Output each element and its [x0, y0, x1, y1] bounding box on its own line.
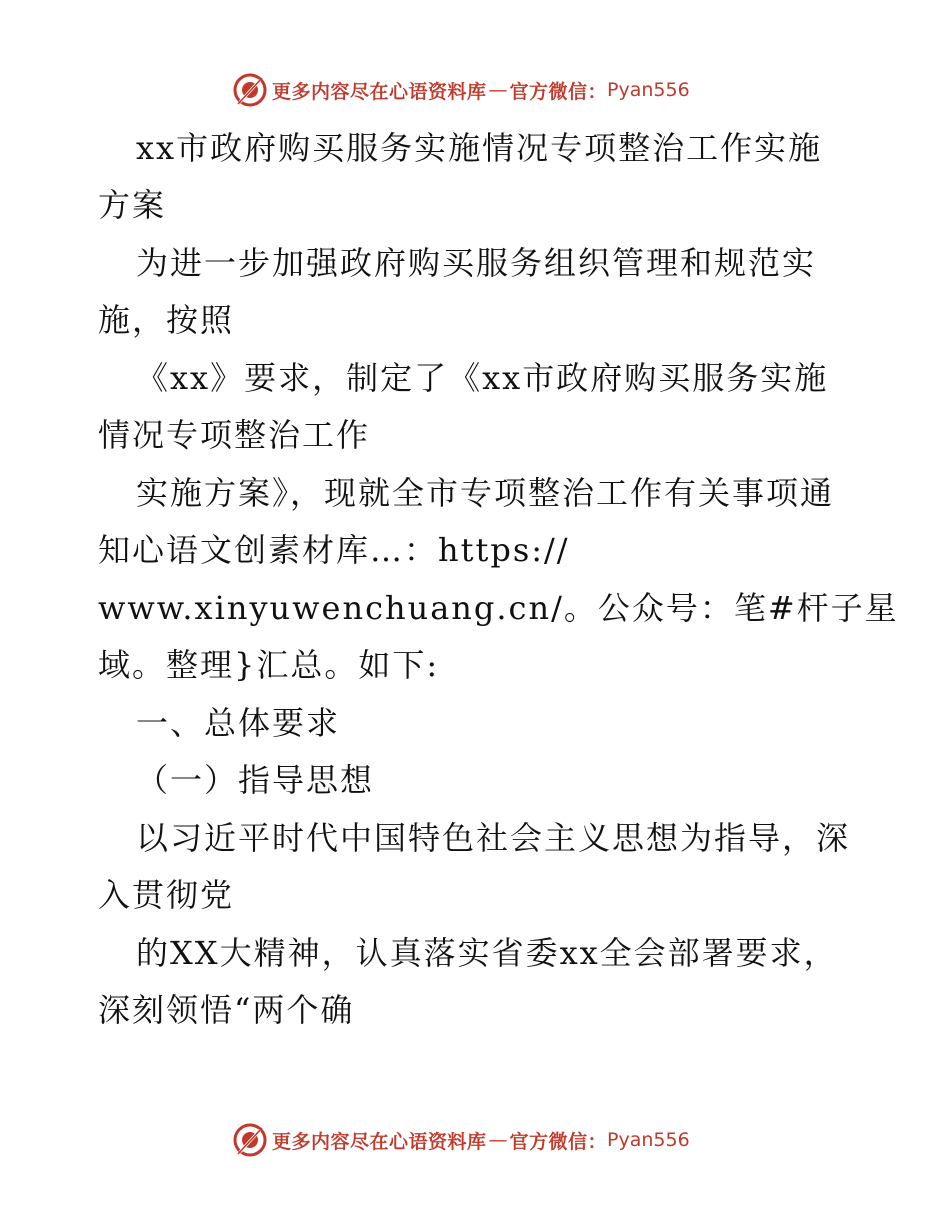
doc-paragraph-line: 的XX大精神，认真落实省委xx全会部署要求，: [136, 934, 838, 972]
banner-main-text: 更多内容尽在心语资料库: [272, 1130, 487, 1153]
doc-paragraph-line: 深刻领悟“两个确: [98, 991, 355, 1029]
doc-paragraph-line: 入贯彻党: [98, 876, 235, 914]
banner-main-text: 更多内容尽在心语资料库: [272, 80, 487, 103]
doc-title-line-2: 方案: [98, 186, 167, 224]
footer-watermark-banner: [232, 1120, 690, 1160]
doc-paragraph-line: 情况专项整治工作: [98, 416, 371, 454]
doc-paragraph-line: www.xinyuwenchuang.cn/。公众号：笔#杆子星: [98, 589, 899, 627]
doc-paragraph-line: 实施方案》，现就全市专项整治工作有关事项通: [136, 474, 835, 512]
banner-separator: —: [488, 1129, 508, 1151]
banner-wechat-label: 官方微信：: [509, 80, 608, 103]
doc-paragraph-line: 为进一步加强政府购买服务组织管理和规范实: [136, 244, 817, 282]
doc-paragraph-line: 以习近平时代中国特色社会主义思想为指导，深: [136, 819, 851, 857]
doc-title-line-1: xx市政府购买服务实施情况专项整治工作实施: [136, 129, 823, 167]
banner-wechat-label: 官方微信：: [509, 1130, 608, 1153]
doc-paragraph-line: 知心语文创素材库…：https://: [98, 531, 570, 569]
header-watermark-banner: [232, 70, 690, 110]
doc-paragraph-line: 《xx》要求，制定了《xx市政府购买服务实施: [136, 359, 829, 397]
doc-paragraph-line: 施，按照: [98, 301, 235, 339]
doc-subsection-heading: （一）指导思想: [136, 761, 375, 799]
brand-logo-icon: [232, 1122, 268, 1158]
brand-logo-icon: [232, 72, 268, 108]
banner-separator: —: [488, 79, 508, 101]
doc-paragraph-line: 域。整理}汇总。如下:: [98, 646, 440, 684]
doc-section-heading: 一、总体要求: [136, 704, 341, 742]
banner-handle: Pyan556: [607, 1129, 690, 1151]
banner-handle: Pyan556: [607, 79, 690, 101]
